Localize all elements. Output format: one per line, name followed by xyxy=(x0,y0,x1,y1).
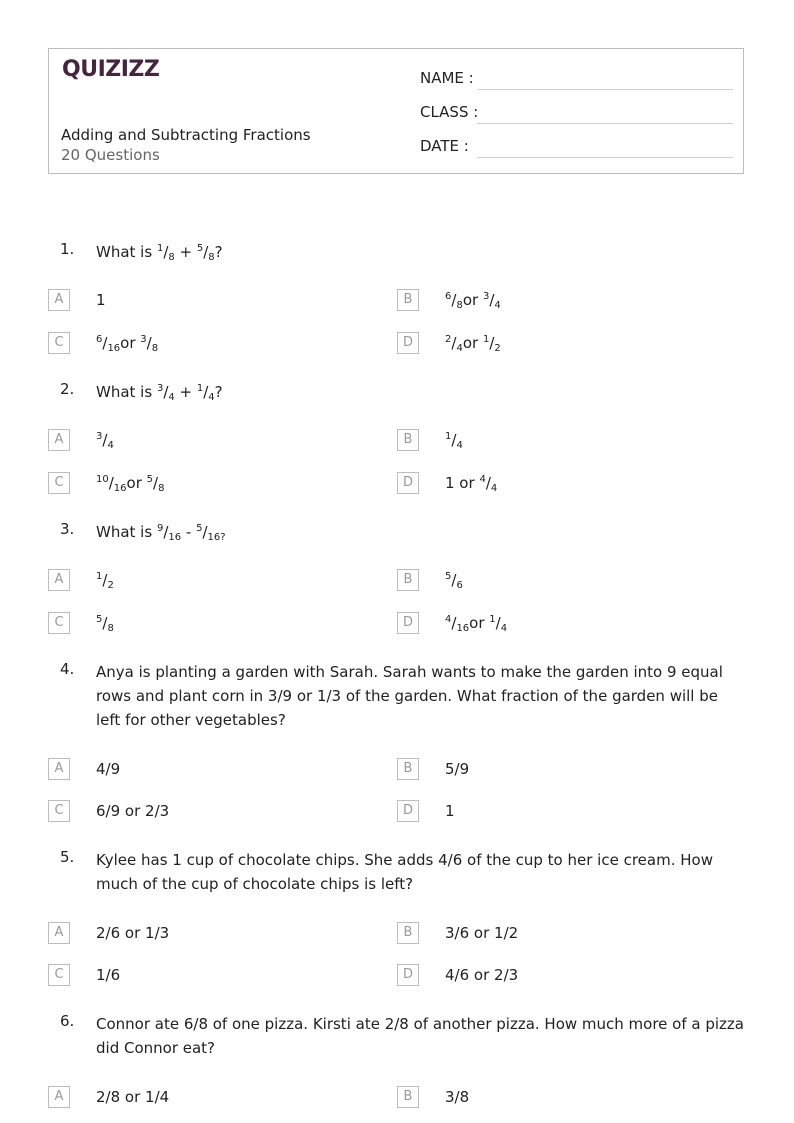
name-label: NAME : xyxy=(420,69,474,87)
question-number: 6. xyxy=(60,1012,75,1030)
option-text: $^5/_6$ xyxy=(445,571,463,591)
option-text: 5/9 xyxy=(445,760,470,778)
question-text: What is $^1/_8 + ^5/_8$? xyxy=(96,243,223,263)
worksheet-title: Adding and Subtracting Fractions xyxy=(61,126,311,144)
question-text: What is $^9/_{16} - ^5/_{16?}$ xyxy=(96,523,226,543)
option-letter: A xyxy=(48,758,70,780)
option-letter: C xyxy=(48,472,70,494)
option-text: 2/8 or 1/4 xyxy=(96,1088,170,1106)
option-letter: D xyxy=(397,472,419,494)
question-text: Kylee has 1 cup of chocolate chips. She adds 4/6 of the cup to her ice cream. How much of the cup of chocolate chips is left? xyxy=(96,851,713,893)
class-line[interactable] xyxy=(477,123,733,124)
option-letter: C xyxy=(48,332,70,354)
option-text: $^3/_4$ xyxy=(96,431,114,451)
option-letter: B xyxy=(397,289,419,311)
option-letter: A xyxy=(48,569,70,591)
option-text: $^5/_8$ xyxy=(96,614,114,634)
option-letter: C xyxy=(48,800,70,822)
option-letter: B xyxy=(397,429,419,451)
option-text: 4/6 or 2/3 xyxy=(445,966,519,984)
worksheet-header xyxy=(48,48,744,174)
option-text: 4/9 xyxy=(96,760,121,778)
name-line[interactable] xyxy=(477,89,733,90)
option-text: 6/9 or 2/3 xyxy=(96,802,170,820)
option-letter: D xyxy=(397,332,419,354)
class-label: CLASS : xyxy=(420,103,479,121)
option-letter: D xyxy=(397,800,419,822)
option-text: $^1/_4$ xyxy=(445,431,463,451)
question-number: 3. xyxy=(60,520,75,538)
option-text: 3/8 xyxy=(445,1088,470,1106)
option-text: $^2/_4or$ $^1/_2$ xyxy=(445,334,501,354)
option-letter: D xyxy=(397,612,419,634)
question-count: 20 Questions xyxy=(61,146,160,164)
question-number: 4. xyxy=(60,660,75,678)
question-number: 2. xyxy=(60,380,75,398)
option-text: 1 xyxy=(96,291,106,309)
option-letter: B xyxy=(397,922,419,944)
option-letter: B xyxy=(397,758,419,780)
question-text: What is $^3/_4 + ^1/_4$? xyxy=(96,383,223,403)
option-text: 1 or $^4/_4$ xyxy=(445,474,498,494)
option-letter: B xyxy=(397,1086,419,1108)
quizizz-logo: QUIZIZZ xyxy=(62,57,160,82)
question-text: Anya is planting a garden with Sarah. Sarah wants to make the garden into 9 equal rows and plant corn in 3/9 or 1/3 of the garden. What fraction of the garden will be left for other vegetables? xyxy=(96,663,723,729)
option-letter: A xyxy=(48,429,70,451)
option-letter: A xyxy=(48,289,70,311)
option-letter: C xyxy=(48,612,70,634)
option-text: 1/6 xyxy=(96,966,121,984)
option-text: 3/6 or 1/2 xyxy=(445,924,519,942)
date-line[interactable] xyxy=(477,157,733,158)
question-text: Connor ate 6/8 of one pizza. Kirsti ate 2/8 of another pizza. How much more of a pizza did Connor eat? xyxy=(96,1015,744,1057)
option-text: $^1/_2$ xyxy=(96,571,114,591)
option-letter: B xyxy=(397,569,419,591)
option-letter: A xyxy=(48,1086,70,1108)
option-text: $^4/_{16}or$ $^1/_4$ xyxy=(445,614,508,634)
option-text: $^{10}/_{16}or$ $^5/_8$ xyxy=(96,474,165,494)
option-letter: A xyxy=(48,922,70,944)
option-letter: D xyxy=(397,964,419,986)
question-number: 1. xyxy=(60,240,75,258)
option-text: $^6/_8or$ $^3/_4$ xyxy=(445,291,501,311)
question-number: 5. xyxy=(60,848,75,866)
option-letter: C xyxy=(48,964,70,986)
option-text: $^6/_{16}or$ $^3/_8$ xyxy=(96,334,159,354)
option-text: 1 xyxy=(445,802,455,820)
date-label: DATE : xyxy=(420,137,469,155)
option-text: 2/6 or 1/3 xyxy=(96,924,170,942)
